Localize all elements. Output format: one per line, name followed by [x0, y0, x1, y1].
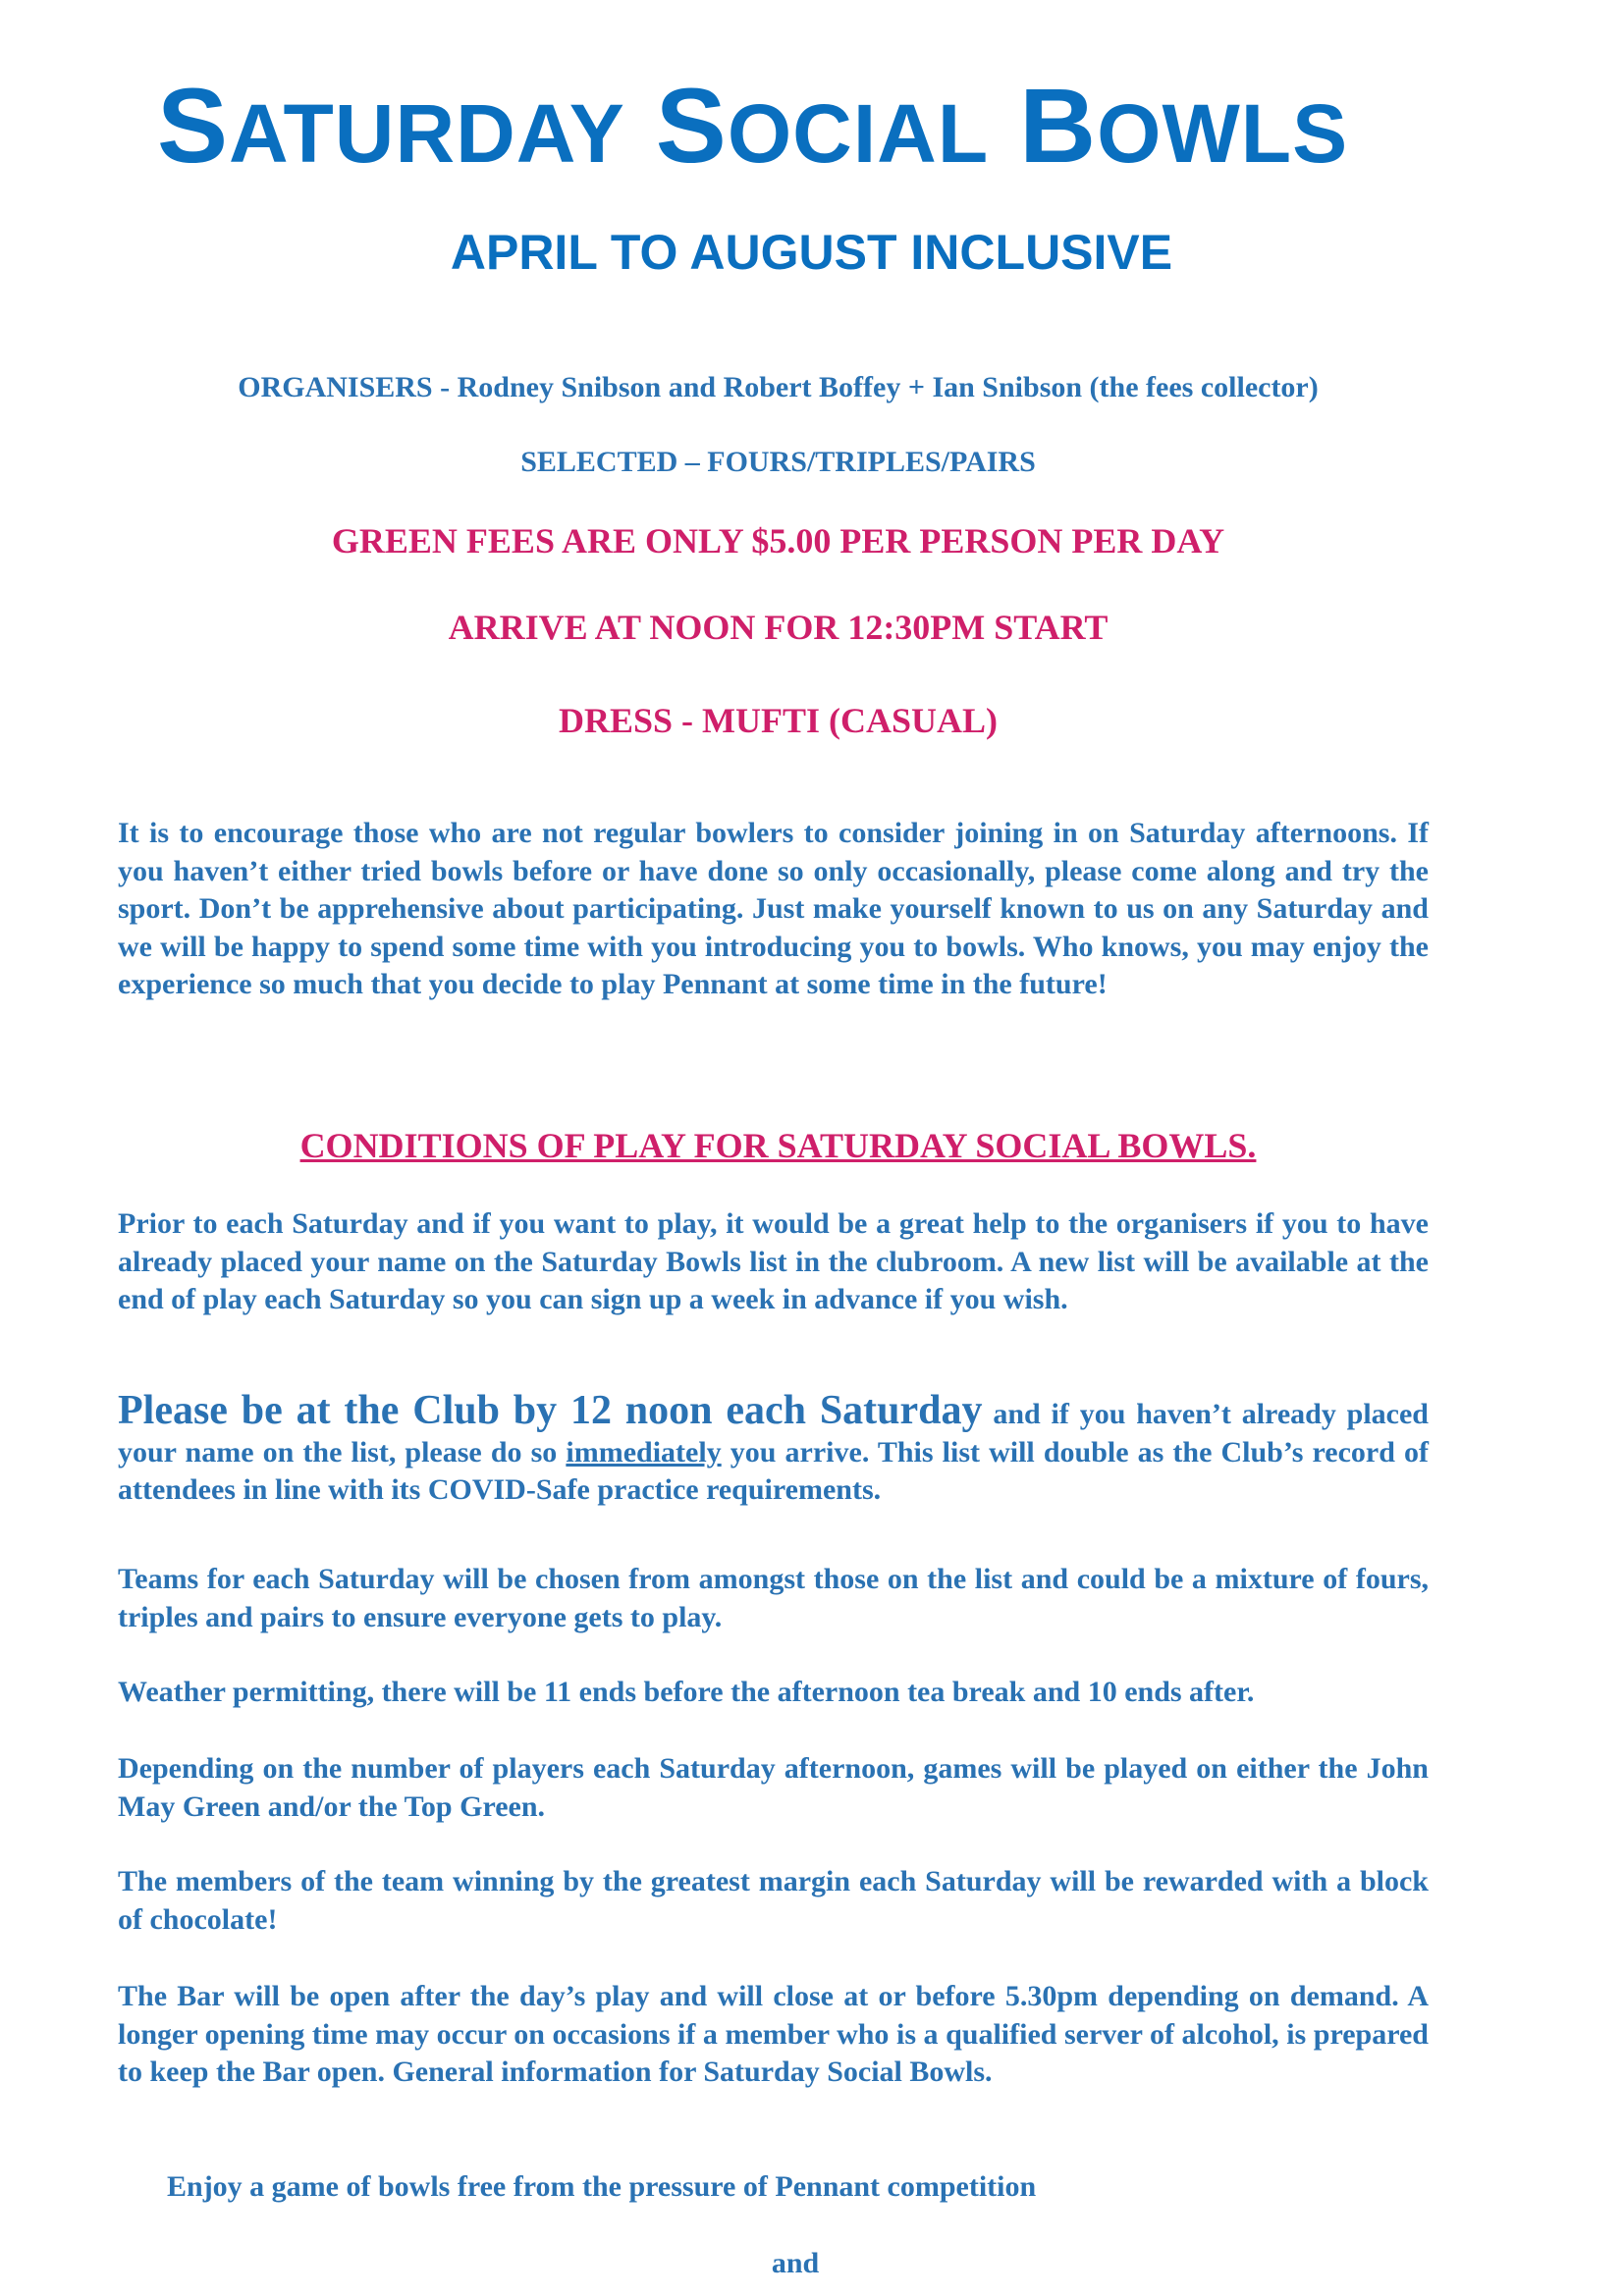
title-word-aturday: ATURDAY — [229, 87, 625, 180]
condition-paragraph-greens: Depending on the number of players each Saturday afternoon, games will be played on either the John May Green and/or the Top Green. — [118, 1752, 1429, 1823]
arrival-text-b: you arrive. This list will double as the Club’s record of attendees in line with its COVID-Safe practice requirements. — [118, 1435, 1429, 1506]
title-word-owls: OWLS — [1097, 87, 1349, 180]
arrival-emphasis: Please be at the Club by 12 noon each Saturday — [118, 1388, 983, 1433]
title-word-ocial: OCIAL — [727, 87, 990, 180]
condition-paragraph-arrival — [118, 1388, 1429, 1510]
arrival-immediately: immediately — [566, 1435, 722, 1468]
organisers-line: ORGANISERS - Rodney Snibson and Robert Boffey + Ian Snibson (the fees collector) — [238, 371, 1319, 403]
green-fees-line: GREEN FEES ARE ONLY $5.00 PER PERSON PER DAY — [331, 521, 1225, 561]
title-initial-b: B — [1019, 66, 1098, 185]
closing-and-line: and — [771, 2247, 820, 2279]
arrival-text-a: and if you haven’t already placed your name on the list, please do so — [118, 1398, 1429, 1468]
condition-paragraph-signup: Prior to each Saturday and if you want to play, it would be a great help to the organisers if you to have already placed your name on the Saturday Bowls list in the clubroom. A new list will be available at the end of play each Saturday so you can sign up a week in advance if you wish. — [118, 1207, 1429, 1315]
arrive-time-line: ARRIVE AT NOON FOR 12:30PM START — [448, 608, 1109, 647]
selected-line: SELECTED – FOURS/TRIPLES/PAIRS — [520, 446, 1036, 478]
conditions-heading: CONDITIONS OF PLAY FOR SATURDAY SOCIAL BOWLS. — [299, 1126, 1257, 1165]
title-initial-s2: S — [655, 66, 728, 185]
condition-paragraph-bar: The Bar will be open after the day’s play and will close at or before 5.30pm depending on demand. A longer opening time may occur on occasions if a member who is a qualified server of alcohol, is prepared to keep the Bar open. General information for Saturday Social Bowls. — [118, 1980, 1429, 2088]
closing-enjoy-line: Enjoy a game of bowls free from the pressure of Pennant competition — [167, 2170, 1037, 2203]
title-initial-s: S — [157, 66, 230, 185]
intro-paragraph: It is to encourage those who are not regular bowlers to consider joining in on Saturday afternoons. If you haven’t either tried bowls before or have done so only occasionally, please come along and try the sport. Don’t be apprehensive about participating. Just make yourself known to us on any Saturday and we will be happy to spend some time with you introducing you to bowls. Who knows, you may enjoy the experience so much that you decide to play Pennant at some time in the future! — [118, 817, 1429, 1000]
condition-paragraph-teams: Teams for each Saturday will be chosen from amongst those on the list and could be a mixture of fours, triples and pairs to ensure everyone gets to play. — [118, 1563, 1429, 1633]
condition-paragraph-ends: Weather permitting, there will be 11 ends before the afternoon tea break and 10 ends after. — [118, 1676, 1255, 1708]
dress-code-line: DRESS - MUFTI (CASUAL) — [558, 701, 999, 740]
condition-paragraph-prize: The members of the team winning by the greatest margin each Saturday will be rewarded with a block of chocolate! — [118, 1865, 1429, 1936]
page-subtitle: APRIL TO AUGUST INCLUSIVE — [450, 225, 1173, 280]
page-title — [157, 57, 1434, 202]
